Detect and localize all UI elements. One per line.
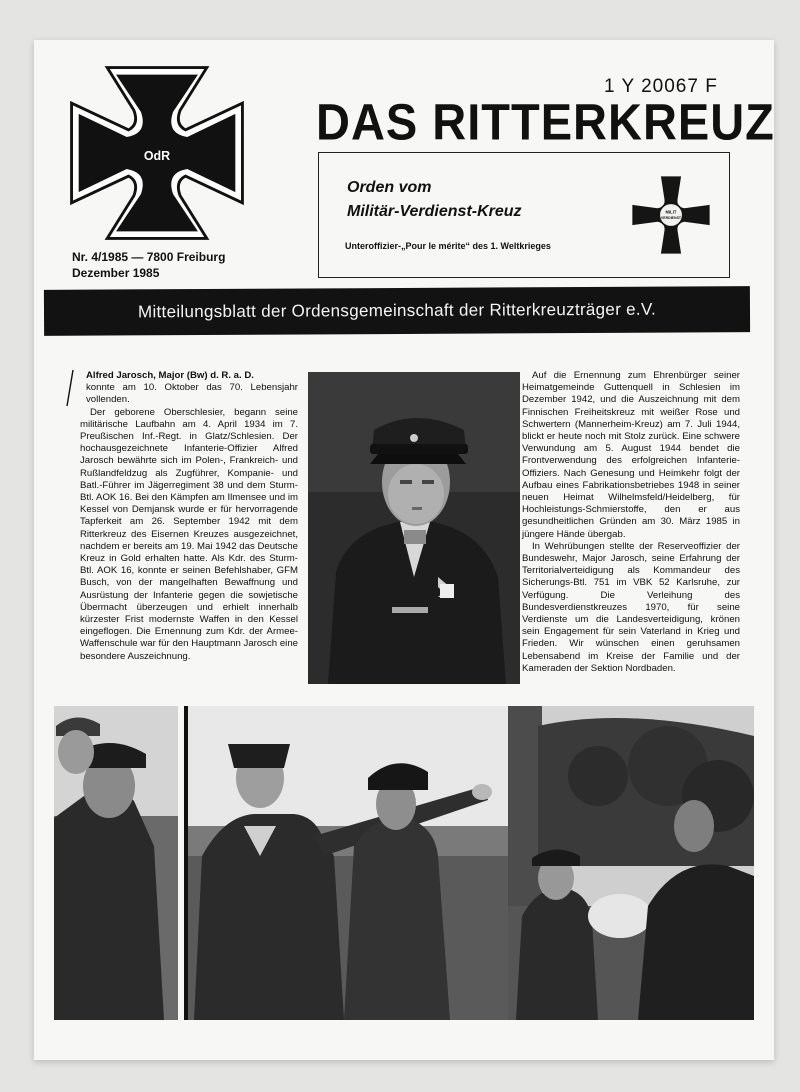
officers-photo-left — [54, 706, 178, 1020]
article-paragraph: konnte am 10. Oktober das 70. Lebensjahr vollenden. — [86, 382, 298, 406]
order-box — [318, 152, 730, 278]
article-byline: Alfred Jarosch, Major (Bw) d. R. a. D. — [86, 370, 254, 381]
article-paragraph: Auf die Ernennung zum Ehrenbürger seiner Heimatgemeinde Guttenquell in Schlesien im Dezember 1942, und die Auszeichnung mit dem Finnischen Freiheitskreuz mit weißer Rose und Schwertern (Mannerheim-Kreuz) am 7. Juli 1944, blickt er heute noch mit Stolz zurück. Eine schwere Verwundung am 5. August 1944 bendet die Frontverwendung des erfolgreichen Infanterie-Offiziers. Nach Genesung und Heimkehr folgt der Aufbau eines Fabrikationsbetriebes 1948 in seiner neuen Heimat Wilhelmsfeld/Heidelberg, für Hochleistungs-Schmierstoffe, den er aus gesundheitlichen Gründen am 30. März 1985 in jüngere Hände übergab. — [522, 370, 740, 540]
cross-text-1: MILIT — [665, 209, 677, 215]
cross-text-2: VERDIENST — [660, 216, 682, 221]
issue-date: Dezember 1985 — [72, 266, 160, 280]
merit-cross-icon — [629, 173, 713, 257]
article-column-left — [80, 370, 298, 663]
article-paragraph: Der geborene Oberschlesier, begann seine militärische Laufbahn am 4. April 1934 im 7. Preußischen Inf.-Regt. in Glatz/Schlesien. Der hochausgezeichnete Infanterie-Offizier Alfred Jarosch bewährte sich im Polen-, Frankreich- und Rußlandfeldzug als Zugführer, Kompanie- und Batl.-Führer im Jägerregiment 38 und dem Sturm-Btl. AOK 16. Bei den Kämpfen am Ilmensee und im Kessel von Demjansk wurde er für hervorragende Tapferkeit am 26. September 1942 mit dem Ritterkreuz des Eisernen Kreuzes ausgezeichnet, nachdem er bereits am 19. Mai 1942 das Deutsche Kreuz in Gold erhalten hatte. Als Kdr. des Sturm-Btl. AOK 16, konnte er seinen Befehlshaber, GFM Busch, von der mangelhaften Bewaffnung und Ausrüstung der Infanterie gegen die sowjetische Übermacht überzeugen und erhielt innerhalb kürzester Frist modernste Waffen in den Kessel eingeflogen. Die Ernennung zum Kdr. der Armee-Waffenschule war für den Hauptmann Jarosch eine besondere Auszeichnung. — [80, 406, 298, 662]
issue-number: Nr. 4/1985 — 7800 Freiburg — [72, 250, 226, 264]
officers-photo-right — [508, 706, 754, 1020]
article-column-right — [522, 370, 740, 675]
order-line-2: Militär-Verdienst-Kreuz — [347, 203, 522, 220]
article-start-marker — [66, 368, 74, 408]
officers-photo-center — [184, 706, 508, 1020]
logo-text: OdR — [143, 149, 171, 164]
publication-code: 1 Y 20067 F — [604, 76, 718, 97]
masthead-title: DAS RITTERKREUZ — [316, 93, 775, 151]
order-subtitle: Unteroffizier-„Pour le mérite“ des 1. Weltkrieges — [345, 241, 551, 251]
order-line-1: Orden vom — [347, 179, 432, 196]
banner-subtitle: Mitteilungsblatt der Ordensgemeinschaft der Ritterkreuzträger e.V. — [44, 286, 750, 336]
portrait-photo — [308, 372, 520, 684]
article-paragraph: In Wehrübungen stellte der Reserveoffizier der Bundeswehr, Major Jarosch, seine Erfahrung der Territorialverteidigung als Kommandeur des Sicherungs-Btl. 751 im VBK 52 Karlsruhe, zur Verfügung. Die Verleihung des Bundesverdienstkreuzes 1970, für seine Verdienste um die Landesverteidigung, krönen sein Engagement für sein Vaterland in Krieg und Frieden. Wir wünschen einen geruhsamen Lebensabend im Kreise der Familie und der Kameraden der Sektion Nordbaden. — [522, 540, 740, 674]
iron-cross-logo — [68, 64, 246, 242]
